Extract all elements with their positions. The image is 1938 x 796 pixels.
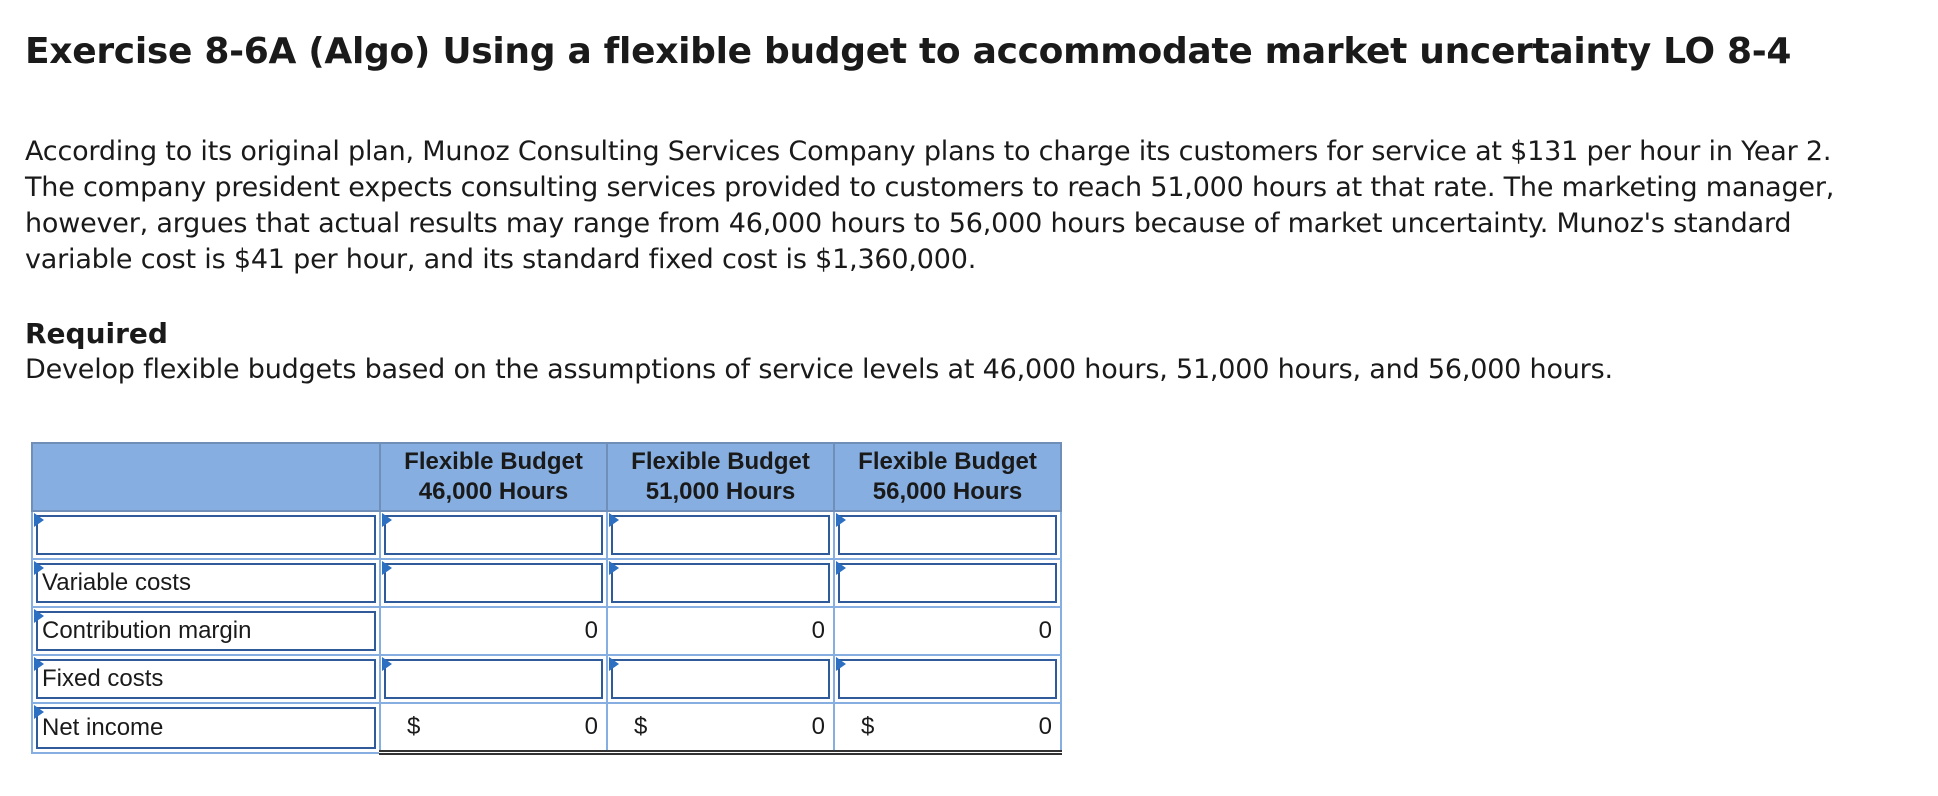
amount-input[interactable] (384, 659, 603, 699)
row-label-cell[interactable] (32, 655, 380, 703)
cell-marker-icon (836, 513, 846, 527)
input-cell[interactable] (380, 511, 607, 559)
cell-marker-icon (382, 561, 392, 575)
input-cell[interactable] (607, 511, 834, 559)
table-row (32, 559, 1061, 607)
amount-input[interactable] (838, 659, 1057, 699)
input-cell[interactable] (380, 559, 607, 607)
input-cell[interactable] (380, 655, 607, 703)
row-label: Fixed costs (42, 665, 164, 692)
table-row (32, 655, 1061, 703)
calculated-cell (834, 607, 1061, 655)
row-label-cell[interactable] (32, 511, 380, 559)
calculated-cell (607, 703, 834, 753)
input-cell[interactable] (834, 655, 1061, 703)
calculated-cell (380, 703, 607, 753)
row-label-cell[interactable] (32, 607, 380, 655)
header-line: Flexible Budget (858, 448, 1037, 475)
problem-statement-line: The company president expects consulting services provided to customers to reach 51,000 hours at that rate. The marketing manager, (25, 172, 1835, 203)
amount-input[interactable] (611, 515, 830, 555)
problem-statement-line: however, argues that actual results may range from 46,000 hours to 56,000 hours because of market uncertainty. Munoz's standard (25, 208, 1792, 239)
calculated-cell (607, 607, 834, 655)
currency-symbol: $ (634, 713, 648, 740)
cell-value: 0 (1038, 617, 1052, 644)
amount-input[interactable] (611, 659, 830, 699)
problem-statement-line: variable cost is $41 per hour, and its standard fixed cost is $1,360,000. (25, 244, 977, 275)
amount-input[interactable] (384, 515, 603, 555)
header-line: 56,000 Hours (872, 478, 1023, 505)
cell-marker-icon (836, 657, 846, 671)
table-row (32, 511, 1061, 559)
required-heading: Required (25, 317, 168, 350)
input-cell[interactable] (834, 559, 1061, 607)
header-line: Flexible Budget (631, 448, 810, 475)
dropdown-marker-icon (34, 513, 44, 527)
header-line: Flexible Budget (404, 448, 583, 475)
amount-input[interactable] (384, 563, 603, 603)
input-cell[interactable] (834, 511, 1061, 559)
amount-input[interactable] (838, 563, 1057, 603)
cell-marker-icon (609, 513, 619, 527)
row-label: Variable costs (42, 569, 191, 596)
header-blank (32, 443, 380, 511)
calculated-cell (834, 703, 1061, 753)
row-label-cell[interactable] (32, 703, 380, 753)
input-cell[interactable] (607, 655, 834, 703)
cell-marker-icon (836, 561, 846, 575)
header-46000-hours (380, 443, 607, 511)
cell-marker-icon (609, 561, 619, 575)
cell-value: 0 (1038, 713, 1052, 740)
row-label: Contribution margin (42, 617, 252, 644)
cell-value: 0 (811, 617, 825, 644)
input-cell[interactable] (607, 559, 834, 607)
amount-input[interactable] (838, 515, 1057, 555)
flexible-budget-table (31, 442, 1062, 755)
cell-value: 0 (584, 713, 598, 740)
header-line: 46,000 Hours (418, 478, 569, 505)
calculated-cell (380, 607, 607, 655)
cell-value: 0 (584, 617, 598, 644)
currency-symbol: $ (861, 713, 875, 740)
currency-symbol: $ (407, 713, 421, 740)
cell-value: 0 (811, 713, 825, 740)
exercise-title: Exercise 8-6A (Algo) Using a flexible budget to accommodate market uncertainty LO 8-4 (25, 31, 1792, 72)
header-56000-hours (834, 443, 1061, 511)
label-select-box[interactable] (36, 515, 376, 555)
cell-marker-icon (382, 657, 392, 671)
table-row (32, 607, 1061, 655)
header-line: 51,000 Hours (645, 478, 796, 505)
table-row (32, 703, 1061, 753)
table-header-row (32, 443, 1061, 511)
problem-statement-line: According to its original plan, Munoz Consulting Services Company plans to charge its customers for service at $131 per hour in Year 2. (25, 136, 1832, 167)
cell-marker-icon (382, 513, 392, 527)
row-label: Net income (42, 713, 164, 741)
row-label-cell[interactable] (32, 559, 380, 607)
amount-input[interactable] (611, 563, 830, 603)
header-51000-hours (607, 443, 834, 511)
required-instructions: Develop flexible budgets based on the assumptions of service levels at 46,000 hours, 51,000 hours, and 56,000 hours. (25, 354, 1613, 385)
problem-statement (25, 134, 1915, 278)
cell-marker-icon (609, 657, 619, 671)
